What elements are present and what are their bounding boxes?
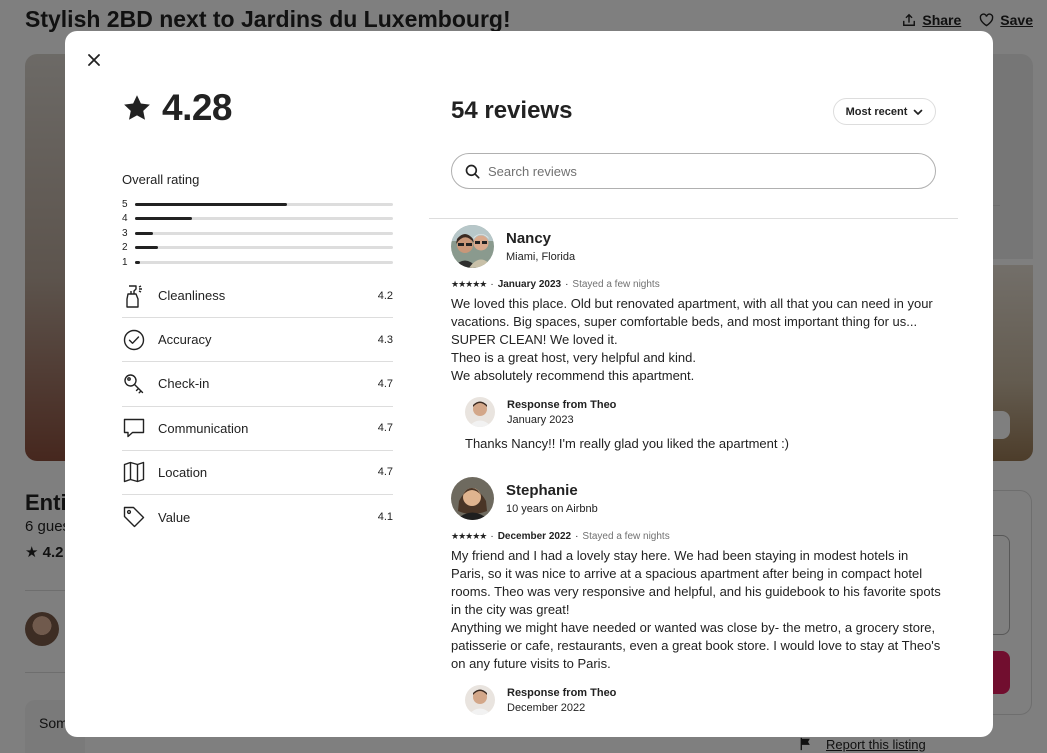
review-stay-length: Stayed a few nights xyxy=(582,531,670,542)
reviewer-info xyxy=(506,230,575,263)
search-reviews-box xyxy=(451,153,936,189)
distribution-track xyxy=(135,246,393,249)
overall-score-value: 4.28 xyxy=(162,87,233,128)
reviewer-location: Miami, Florida xyxy=(506,250,576,263)
host-response-header xyxy=(465,685,941,715)
review-text: My friend and I had a lovely stay here. We had been staying in modest hotels in Paris, so it was nice to arrive at a spacious apartment after being in compact hotel rooms. Theo was very responsive and helpful, and his guidebook to his favorite spots in the city was great! Anything we might have needed or wanted was close by- the metro, a grocery store, patisserie or cafe, restaurants, even a great book store. I would love to stay at Theo's on any future visits to Paris. xyxy=(451,548,941,671)
review-stars: ★★★★★ xyxy=(451,279,487,289)
distribution-row xyxy=(122,212,393,227)
avatar[interactable] xyxy=(465,685,495,715)
avatar[interactable] xyxy=(451,225,494,268)
distribution-fill xyxy=(135,232,153,235)
tag-icon xyxy=(122,505,146,529)
distribution-fill xyxy=(135,261,140,264)
distribution-row xyxy=(122,197,393,212)
category-row-value xyxy=(122,495,393,539)
review-meta xyxy=(451,531,941,542)
distribution-star-label: 3 xyxy=(122,227,128,239)
category-value: 4.3 xyxy=(377,333,393,346)
host-response-from: Response from Theo xyxy=(507,398,617,411)
review-date: December 2022 xyxy=(497,531,572,542)
avatar[interactable] xyxy=(451,477,494,520)
distribution-fill xyxy=(135,246,158,249)
reviewer-name: Stephanie xyxy=(506,481,578,499)
key-icon xyxy=(122,372,146,396)
distribution-track xyxy=(135,203,393,206)
review-stay-length: Stayed a few nights xyxy=(572,279,660,290)
distribution-row xyxy=(122,255,393,270)
category-value: 4.2 xyxy=(377,289,393,302)
meta-separator: · xyxy=(575,531,579,542)
review-header xyxy=(451,223,941,269)
category-label: Cleanliness xyxy=(158,288,226,304)
overall-rating-label: Overall rating xyxy=(122,172,200,187)
distribution-track xyxy=(135,261,393,264)
distribution-track xyxy=(135,232,393,235)
meta-separator: · xyxy=(490,531,494,542)
meta-separator: · xyxy=(565,279,569,290)
review-item xyxy=(451,475,941,715)
distribution-star-label: 1 xyxy=(122,256,128,268)
review-date: January 2023 xyxy=(497,279,562,290)
category-row-location xyxy=(122,451,393,495)
chat-bubble-icon xyxy=(122,416,146,440)
category-label: Communication xyxy=(158,420,249,436)
distribution-track xyxy=(135,217,393,220)
host-response-text: Thanks Nancy!! I'm really glad you liked the apartment :) xyxy=(465,436,790,451)
host-response-date: January 2023 xyxy=(507,413,574,426)
category-value: 4.7 xyxy=(377,422,393,435)
search-icon xyxy=(465,164,480,179)
reviewer-name: Nancy xyxy=(506,229,552,247)
category-row-cleanliness xyxy=(122,274,393,318)
reviewer-info xyxy=(506,482,598,515)
avatar[interactable] xyxy=(465,397,495,427)
close-button[interactable] xyxy=(81,47,107,73)
review-meta xyxy=(451,279,941,290)
star-icon xyxy=(122,93,152,123)
category-label: Check-in xyxy=(158,376,210,392)
category-row-communication xyxy=(122,407,393,451)
review-text: We loved this place. Old but renovated apartment, with all that you can need in your vacations. Big spaces, super comfortable beds, and most important thing for us... SUPER CLEAN! We loved it. Theo is a great host, very helpful and kind. We absolutely recommend this apartment. xyxy=(451,296,933,383)
spray-bottle-icon xyxy=(122,284,146,308)
check-circle-icon xyxy=(122,328,146,352)
meta-separator: · xyxy=(490,279,494,290)
host-response-info xyxy=(507,687,616,714)
reviewer-tenure: 10 years on Airbnb xyxy=(506,502,598,515)
host-response-header xyxy=(465,397,941,427)
sort-label: Most recent xyxy=(845,105,908,118)
map-icon xyxy=(122,460,146,484)
distribution-star-label: 2 xyxy=(122,242,128,254)
header-divider xyxy=(429,218,958,219)
review-stars: ★★★★★ xyxy=(451,531,487,541)
host-response-from: Response from Theo xyxy=(507,686,617,699)
host-response xyxy=(465,397,941,451)
category-value: 4.1 xyxy=(377,511,393,524)
category-label: Value xyxy=(158,509,191,525)
sort-dropdown[interactable] xyxy=(833,98,936,125)
distribution-star-label: 4 xyxy=(122,213,128,225)
chevron-down-icon xyxy=(913,107,923,117)
reviews-count-title: 54 reviews xyxy=(451,97,573,124)
search-reviews-input[interactable] xyxy=(488,164,908,179)
distribution-row xyxy=(122,241,393,256)
category-value: 4.7 xyxy=(377,466,393,479)
category-row-accuracy xyxy=(122,318,393,362)
distribution-star-label: 5 xyxy=(122,198,128,210)
host-response-info xyxy=(507,399,616,426)
reviews-modal xyxy=(65,31,993,737)
close-icon xyxy=(88,54,100,66)
category-label: Accuracy xyxy=(158,332,212,348)
category-label: Location xyxy=(158,464,208,480)
distribution-fill xyxy=(135,217,192,220)
category-row-check-in xyxy=(122,362,393,406)
category-value: 4.7 xyxy=(377,377,393,390)
review-header xyxy=(451,475,941,521)
distribution-row xyxy=(122,226,393,241)
host-response-date: December 2022 xyxy=(507,701,586,714)
review-list xyxy=(451,223,941,737)
rating-distribution xyxy=(122,197,393,270)
review-item xyxy=(451,223,941,451)
distribution-fill xyxy=(135,203,287,206)
category-ratings xyxy=(122,274,393,539)
host-response xyxy=(465,685,941,715)
overall-score xyxy=(122,87,232,129)
